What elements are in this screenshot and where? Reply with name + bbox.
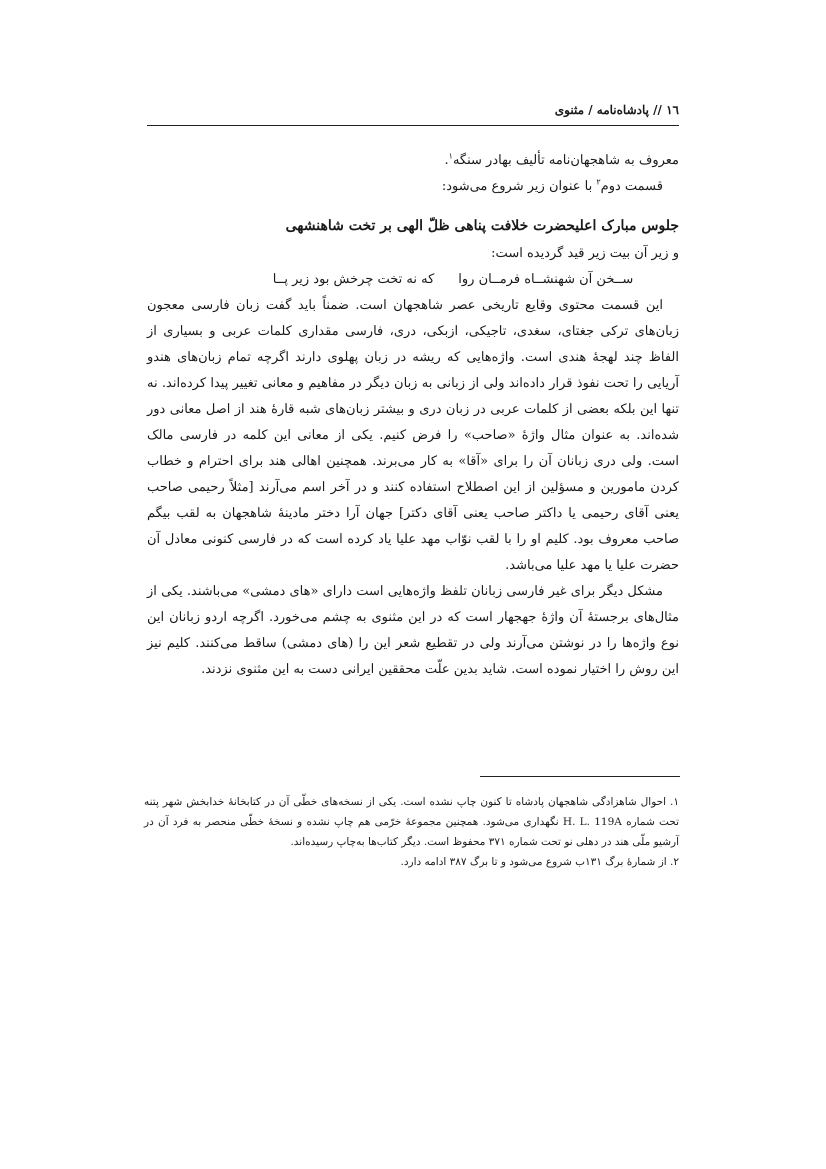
footnote-marker[interactable]: ۱ [448,151,453,161]
text-line-content: معروف به شاهجهان‌نامه تألیف بهادر سنگه [452,153,679,168]
text-line: و زیر آن بیت زیر قید گردیده است: [491,246,679,261]
verse-couplet [147,267,679,293]
text-line-content: با عنوان زیر شروع می‌شود: [441,179,597,194]
text-line [147,174,679,200]
footnote: ۱. احوال شاهزادگی شاهجهان پادشاه تا کنون چاپ نشده است. یکی از نسخه‌های خطّی آن در کتابخانهٔ خدابخش شهر پتنه تحت شماره H. L. 119A نگهداری می‌شود. همچنین مجموعهٔ خرّمی هم چاپ نشده و نسخهٔ خطّی منحصر به فرد آن در آرشیو ملّی هند در دهلی نو تحت شماره ۳۷۱ محفوظ است. دیگر کتاب‌ها به‌چاپ رسیده‌اند. [144,796,680,848]
footnotes [144,792,679,872]
verse-hemistich-first: ســخن آن شهنشــاه فرمــان روا [458,272,634,287]
section-heading: جلوس مبارک اعلیحضرت خلافت پناهی ظلّ الهی بر تخت شاهنشهی [285,218,679,234]
header-divider [147,125,679,126]
footnote-marker[interactable]: ۲ [596,177,601,187]
main-text [147,148,679,683]
text-line: معروف به شاهجهان‌نامه تألیف بهادر سنگه$^۱$. [444,151,679,168]
footnote: ۲. از شمارهٔ برگ ۱۳۱ب شروع می‌شود و تا برگ ۳۸۷ ادامه دارد. [400,856,679,868]
verse-hemistich-second: که نه تخت چرخش بود زیر پــا [272,272,435,287]
footnote-divider [480,776,680,777]
running-header: ١٦ // پادشاه‌نامه / مثنوی [554,103,679,117]
paragraph: این قسمت محتوی وقایع تاریخی عصر شاهجهان است. ضمناً باید گفت زبان فارسی معجون زبان‌های ترکی جغتای، سغدی، تاجیکی، ازبکی، دری، فارسی مقداری کلمات عربی و بسیاری از الفاظ چند لهجهٔ هندی است. واژه‌هایی که ریشه در زبان پهلوی دارند اگرچه تمام زبان‌های هندو آریایی را تحت نفوذ قرار داده‌اند ولی از زبانی به زبان دیگر در مفاهیم و معانی تغییر پیدا کرده‌اند. نه تنها این بلکه بعضی از کلمات عربی در زبان دری و بیشتر زبان‌های شبه قارهٔ هند از اصل معانی دور شده‌اند. به عنوان مثال واژهٔ «صاحب» را فرض کنیم. یکی از معانی این کلمه در فارسی مالک است. ولی دری زبانان آن را برای «آقا» به کار می‌برند. همچنین اهالی هند برای احترام و خطاب کردن مامورین و مسؤلین از این اصطلاح استفاده کنند و در آخر اسم می‌آرند [مثلاً رحیمی صاحب یعنی آقای رحیمی یا داکتر صاحب یعنی آقای دکتر] جهان آرا دختر مادینهٔ شاهجهان به لقب بیگم صاحب معروف بود. کلیم او را با لقب نوّاب مهد علیا یاد کرده است که در فارسی کنونی معادل آن حضرت علیا یا مهد علیا می‌باشد. [147,298,679,573]
paragraph: مشکل دیگر برای غیر فارسی زبانان تلفظ واژه‌هایی است دارای «های دمشی» می‌باشند. یکی از مثال‌های برجستهٔ آن واژهٔ جهجهار است که در این مثنوی به چشم می‌خورد. اگرچه اردو زبانان این نوع واژه‌ها را در نوشتن می‌آرند ولی در تقطیع شعر این را (های دمشی) ساقط می‌کنند. کلیم نیز این روش را اختیار نموده است. شاید بدین علّت محققین ایرانی دست به این مثنوی نزدند. [147,584,679,677]
text-line-content: قسمت دوم [600,179,663,194]
